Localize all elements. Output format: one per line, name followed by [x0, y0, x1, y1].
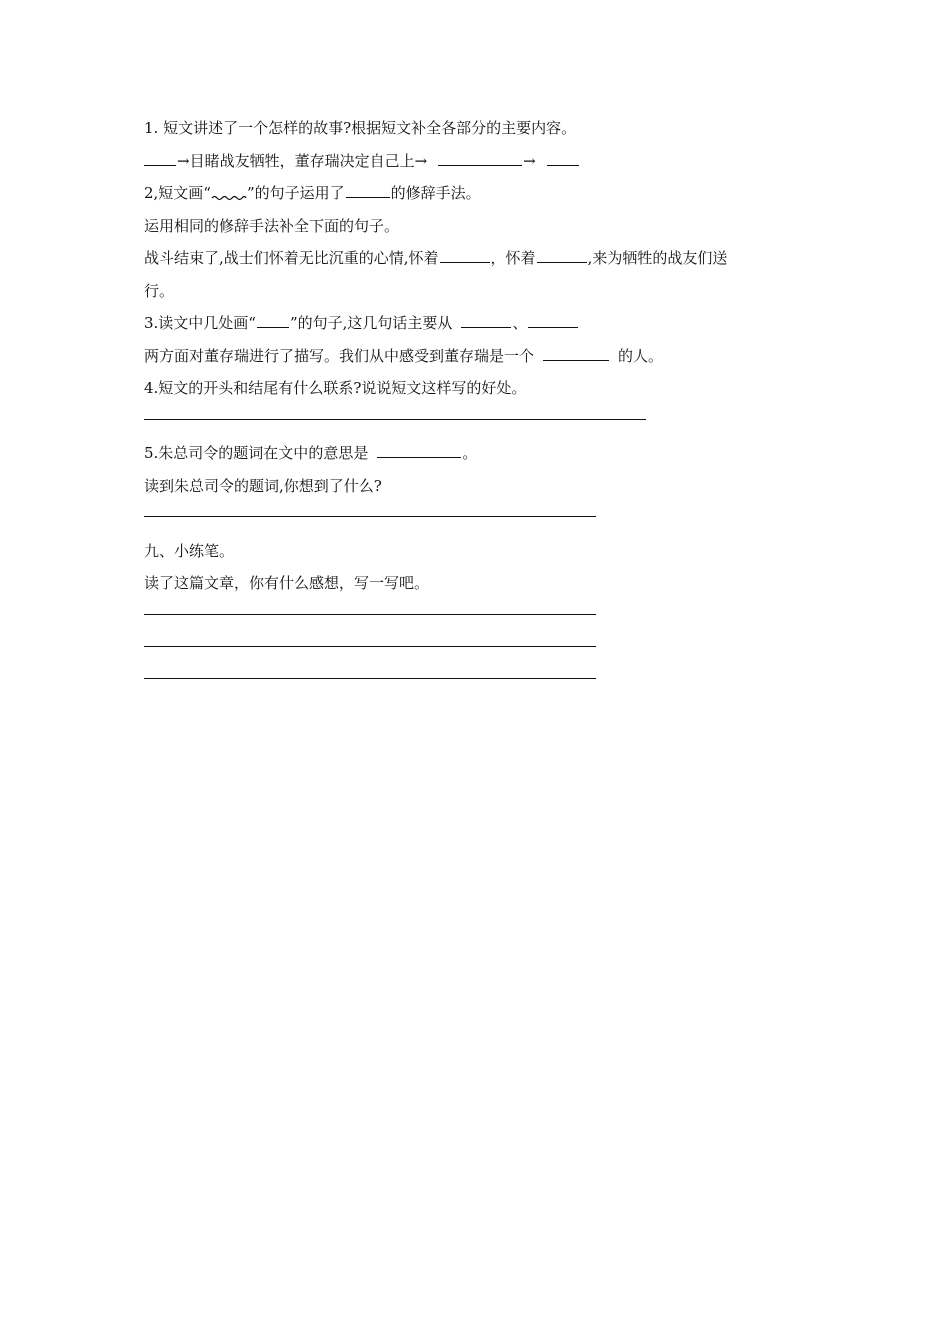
q2-sentence-cont — [144, 275, 814, 308]
q2-blank-b[interactable] — [537, 261, 587, 263]
q4-title-text: 4.短文的开头和结尾有什么联系?说说短文这样写的好处。 — [144, 379, 527, 397]
q2-sentence-b: ，怀着 — [490, 249, 536, 267]
q5-title-b: 。 — [462, 444, 478, 462]
q2-instruction-text: 运用相同的修辞手法补全下面的句子。 — [144, 216, 400, 235]
q4-title — [144, 372, 814, 405]
q2-sentence-d: 行。 — [144, 281, 175, 300]
q3-prefix: 3.读文中几处画“ — [144, 314, 256, 332]
q3-sep: 、 — [512, 314, 528, 332]
section9-answer-line[interactable] — [144, 678, 596, 679]
section9-title-text: 九、小练笔。 — [144, 541, 235, 560]
section9-prompt-text: 读了这篇文章，你有什么感想，写一写吧。 — [144, 574, 430, 592]
q5-title — [144, 437, 814, 470]
q5-blank[interactable] — [377, 456, 461, 458]
arrow-icon: → — [414, 151, 428, 170]
q3-blank-1[interactable] — [461, 326, 511, 328]
q2-prefix: 2,短文画“ — [144, 184, 211, 202]
q3-line2 — [144, 340, 814, 373]
q3-middle: ”的句子,这几句话主要从 — [289, 314, 453, 332]
wavy-underline-icon — [211, 189, 247, 201]
q2-blank-device[interactable] — [346, 196, 390, 198]
q3-line2-b: 的人。 — [618, 346, 664, 365]
q3-title — [144, 307, 814, 340]
q5-title-a: 5.朱总司令的题词在文中的意思是 — [144, 444, 369, 462]
section9-title — [144, 535, 814, 568]
q3-line2-a: 两方面对董存瑞进行了描写。我们从中感受到董存瑞是一个 — [144, 346, 535, 365]
section9-answer-area[interactable] — [144, 600, 814, 710]
q3-blank-2[interactable] — [528, 326, 578, 328]
q4-answer-area[interactable] — [144, 405, 814, 438]
q2-title — [144, 177, 814, 210]
section9-answer-line[interactable] — [144, 614, 596, 615]
q1-blank-1[interactable] — [144, 164, 176, 166]
q3-blank-3[interactable] — [543, 359, 609, 361]
q1-title — [144, 112, 814, 145]
q1-blank-3[interactable] — [547, 164, 579, 166]
q5-answer-line[interactable] — [144, 516, 596, 517]
q5-sub-text: 读到朱总司令的题词,你想到了什么? — [144, 476, 382, 495]
q2-sentence-a: 战斗结束了,战士们怀着无比沉重的心情,怀着 — [144, 249, 439, 267]
q2-blank-a[interactable] — [440, 261, 490, 263]
q3-underline-sample — [257, 326, 289, 328]
q2-suffix: ”的句子运用了 — [246, 184, 345, 202]
q2-instruction — [144, 210, 814, 243]
q2-sentence-c: ,来为牺牲的战友们送 — [587, 249, 728, 267]
arrow-icon: → — [177, 151, 190, 170]
q5-sub — [144, 470, 814, 503]
q1-flow-text: 目睹战友牺牲，董存瑞决定自己上 — [189, 151, 415, 170]
q1-blank-2[interactable] — [438, 164, 522, 166]
section9-prompt — [144, 567, 814, 600]
q4-answer-line[interactable] — [144, 419, 646, 420]
q2-sentence — [144, 242, 814, 275]
q2-end: 的修辞手法。 — [390, 184, 481, 202]
q1-title-text: 1. 短文讲述了一个怎样的故事?根据短文补全各部分的主要内容。 — [144, 119, 577, 137]
section9-answer-line[interactable] — [144, 646, 596, 647]
q1-flow — [144, 145, 814, 178]
worksheet-page — [144, 112, 814, 710]
arrow-icon: → — [523, 151, 536, 170]
q5-answer-area[interactable] — [144, 502, 814, 535]
